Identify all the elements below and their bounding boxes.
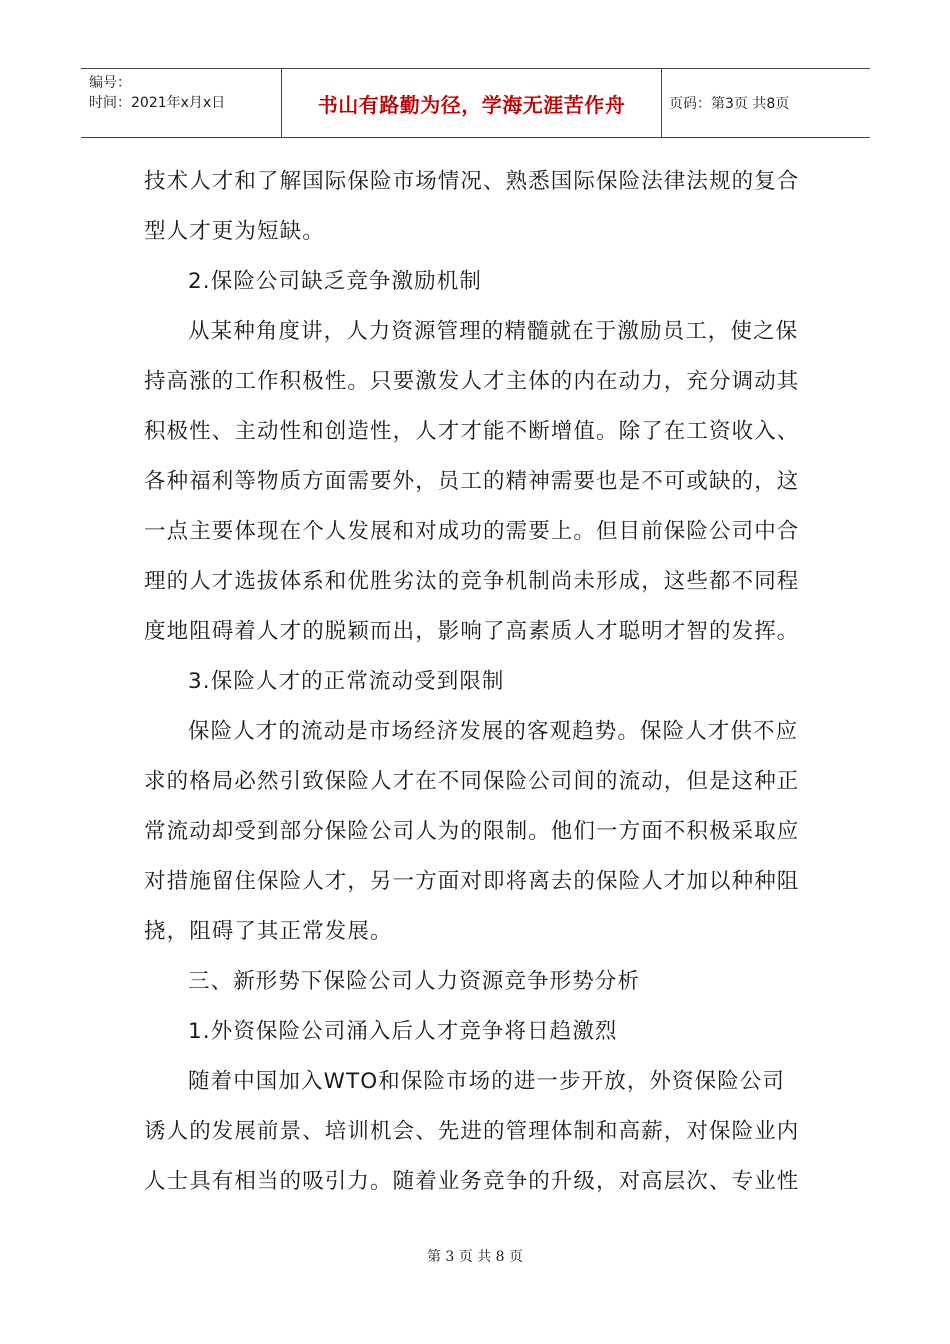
section-heading: 2.保险公司缺乏竞争激励机制 bbox=[188, 269, 482, 294]
header-motto: 书山有路勤为径，学海无涯苦作舟 bbox=[282, 69, 662, 137]
page-footer: 第 3 页 共 8 页 bbox=[426, 1249, 524, 1265]
body-line: 度地阻碍着人才的脱颖而出，影响了高素质人才聪明才智的发挥。 bbox=[144, 619, 800, 644]
body-line: 各种福利等物质方面需要外，员工的精神需要也是不可或缺的，这 bbox=[144, 469, 800, 494]
body-line: 从某种角度讲，人力资源管理的精髓就在于激励员工，使之保 bbox=[188, 319, 799, 344]
header-page-info: 页码：第3页 共8页 bbox=[669, 96, 790, 112]
body-line: 积极性、主动性和创造性，人才才能不断增值。除了在工资收入、 bbox=[144, 419, 800, 444]
body-line: 一点主要体现在个人发展和对成功的需要上。但目前保险公司中合 bbox=[144, 519, 800, 544]
body-line: 随着中国加入WTO和保险市场的进一步开放，外资保险公司 bbox=[188, 1069, 786, 1094]
body-line: 理的人才选拔体系和优胜劣汰的竞争机制尚未形成，这些都不同程 bbox=[144, 569, 800, 594]
time-label: 时间：2021年x月x日 bbox=[89, 95, 226, 111]
section-heading: 3.保险人才的正常流动受到限制 bbox=[188, 669, 505, 694]
number-label: 编号： bbox=[89, 75, 131, 91]
body-line: 型人才更为短缺。 bbox=[144, 219, 325, 244]
page-header bbox=[81, 68, 870, 138]
header-meta bbox=[81, 69, 282, 137]
body-line: 挠，阻碍了其正常发展。 bbox=[144, 919, 393, 944]
body-line: 人士具有相当的吸引力。随着业务竞争的升级，对高层次、专业性 bbox=[144, 1169, 800, 1194]
body-line: 持高涨的工作积极性。只要激发人才主体的内在动力，充分调动其 bbox=[144, 369, 800, 394]
body-line: 对措施留住保险人才，另一方面对即将离去的保险人才加以种种阻 bbox=[144, 869, 800, 894]
chapter-heading: 三、新形势下保险公司人力资源竞争形势分析 bbox=[188, 969, 641, 994]
section-heading: 1.外资保险公司涌入后人才竞争将日趋激烈 bbox=[188, 1019, 618, 1044]
document-body bbox=[144, 157, 800, 1207]
body-line: 求的格局必然引致保险人才在不同保险公司间的流动，但是这种正 bbox=[144, 769, 800, 794]
body-line: 常流动却受到部分保险公司人为的限制。他们一方面不积极采取应 bbox=[144, 819, 800, 844]
body-line: 诱人的发展前景、培训机会、先进的管理体制和高薪，对保险业内 bbox=[144, 1119, 800, 1144]
body-line: 技术人才和了解国际保险市场情况、熟悉国际保险法律法规的复合 bbox=[144, 169, 800, 194]
body-line: 保险人才的流动是市场经济发展的客观趋势。保险人才供不应 bbox=[188, 719, 799, 744]
